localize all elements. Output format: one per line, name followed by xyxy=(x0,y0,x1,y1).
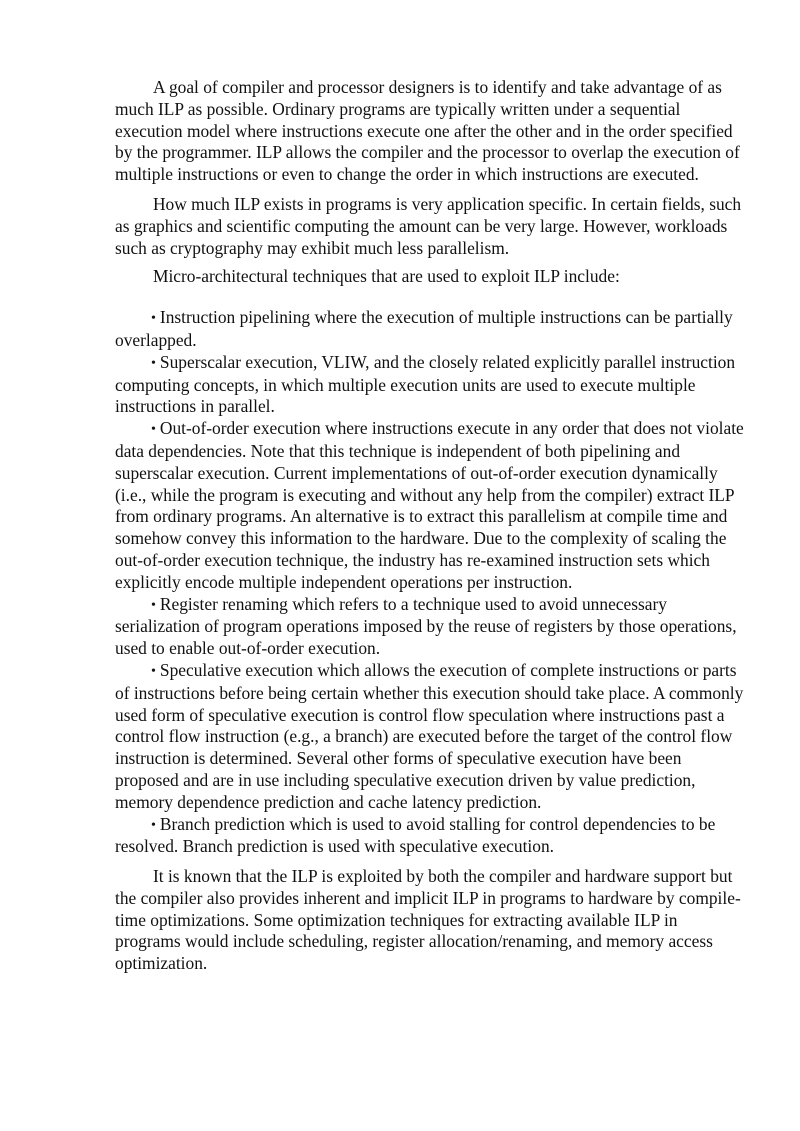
paragraph-techniques-intro: Micro-architectural techniques that are used to exploit ILP include: xyxy=(153,266,620,287)
document-page xyxy=(115,77,745,975)
list-item-pipelining xyxy=(115,307,745,352)
list-item-branch-prediction xyxy=(115,814,745,859)
bullet-icon: • xyxy=(151,663,156,679)
paragraph-ilp-amount: How much ILP exists in programs is very application specific. In certain fields, such as graphics and scientific computing the amount can be very large. However, workloads such as cryptography may exhibit much less parallelism. xyxy=(115,193,742,258)
list-item-text: Superscalar execution, VLIW, and the closely related explicitly parallel instruction computing concepts, in which multiple execution units are used to execute multiple instructions in parallel. xyxy=(115,351,736,417)
bullet-icon: • xyxy=(151,817,156,833)
list-item-superscalar xyxy=(115,352,745,418)
bullet-icon: • xyxy=(151,597,156,613)
list-item-text: Speculative execution which allows the execution of complete instructions or parts of instructions before being certain whether this execution should take place. A commonly used form of speculative execution is control flow speculation where instructions past a control flow instruction (e.g., a branch) are executed before the target of the control flow instruction is determined. Several other forms of speculative execution have been proposed and are in use including speculative execution driven by value prediction, memory dependence prediction and cache latency prediction. xyxy=(115,659,744,812)
list-item-text: Out-of-order execution where instructions execute in any order that does not violate data dependencies. Note that this technique is independent of both pipelining and superscalar execution. Current implementations of out-of-order execution dynamically (i.e., while the program is executing and without any help from the compiler) extract ILP from ordinary programs. An alternative is to extract this parallelism at compile time and somehow convey this information to the hardware. Due to the complexity of scaling the out-of-order execution technique, the industry has re-examined instruction sets which explicitly encode multiple independent operations per instruction. xyxy=(115,418,744,592)
paragraph-compiler-ilp: It is known that the ILP is exploited by both the compiler and hardware support but the compiler also provides inherent and implicit ILP in programs to hardware by compile-time optimizations. Some optimization techniques for extracting available ILP in programs would include scheduling, register allocation/renaming, and memory access optimization. xyxy=(115,866,741,974)
list-item-text: Branch prediction which is used to avoid stalling for control dependencies to be resolved. Branch prediction is used with speculative execution. xyxy=(115,813,716,857)
bullet-icon: • xyxy=(151,311,156,327)
bullet-icon: • xyxy=(151,355,156,371)
bullet-icon: • xyxy=(151,422,156,438)
list-item-text: Instruction pipelining where the execution of multiple instructions can be partially overlapped. xyxy=(115,307,733,350)
list-item-speculative-execution xyxy=(115,660,745,814)
list-item-register-renaming xyxy=(115,594,745,660)
list-item-text: Register renaming which refers to a technique used to avoid unnecessary serialization of program operations imposed by the reuse of registers by those operations, used to enable out-of-order execution. xyxy=(115,593,737,659)
list-item-out-of-order xyxy=(115,418,745,593)
paragraph-ilp-goal: A goal of compiler and processor designers is to identify and take advantage of as much ILP as possible. Ordinary programs are typically written under a sequential execution model where instructions execute one after the other and in the order specified by the programmer. ILP allows the compiler and the processor to overlap the execution of multiple instructions or even to change the order in which instructions are executed. xyxy=(115,77,740,185)
techniques-list xyxy=(115,307,745,858)
